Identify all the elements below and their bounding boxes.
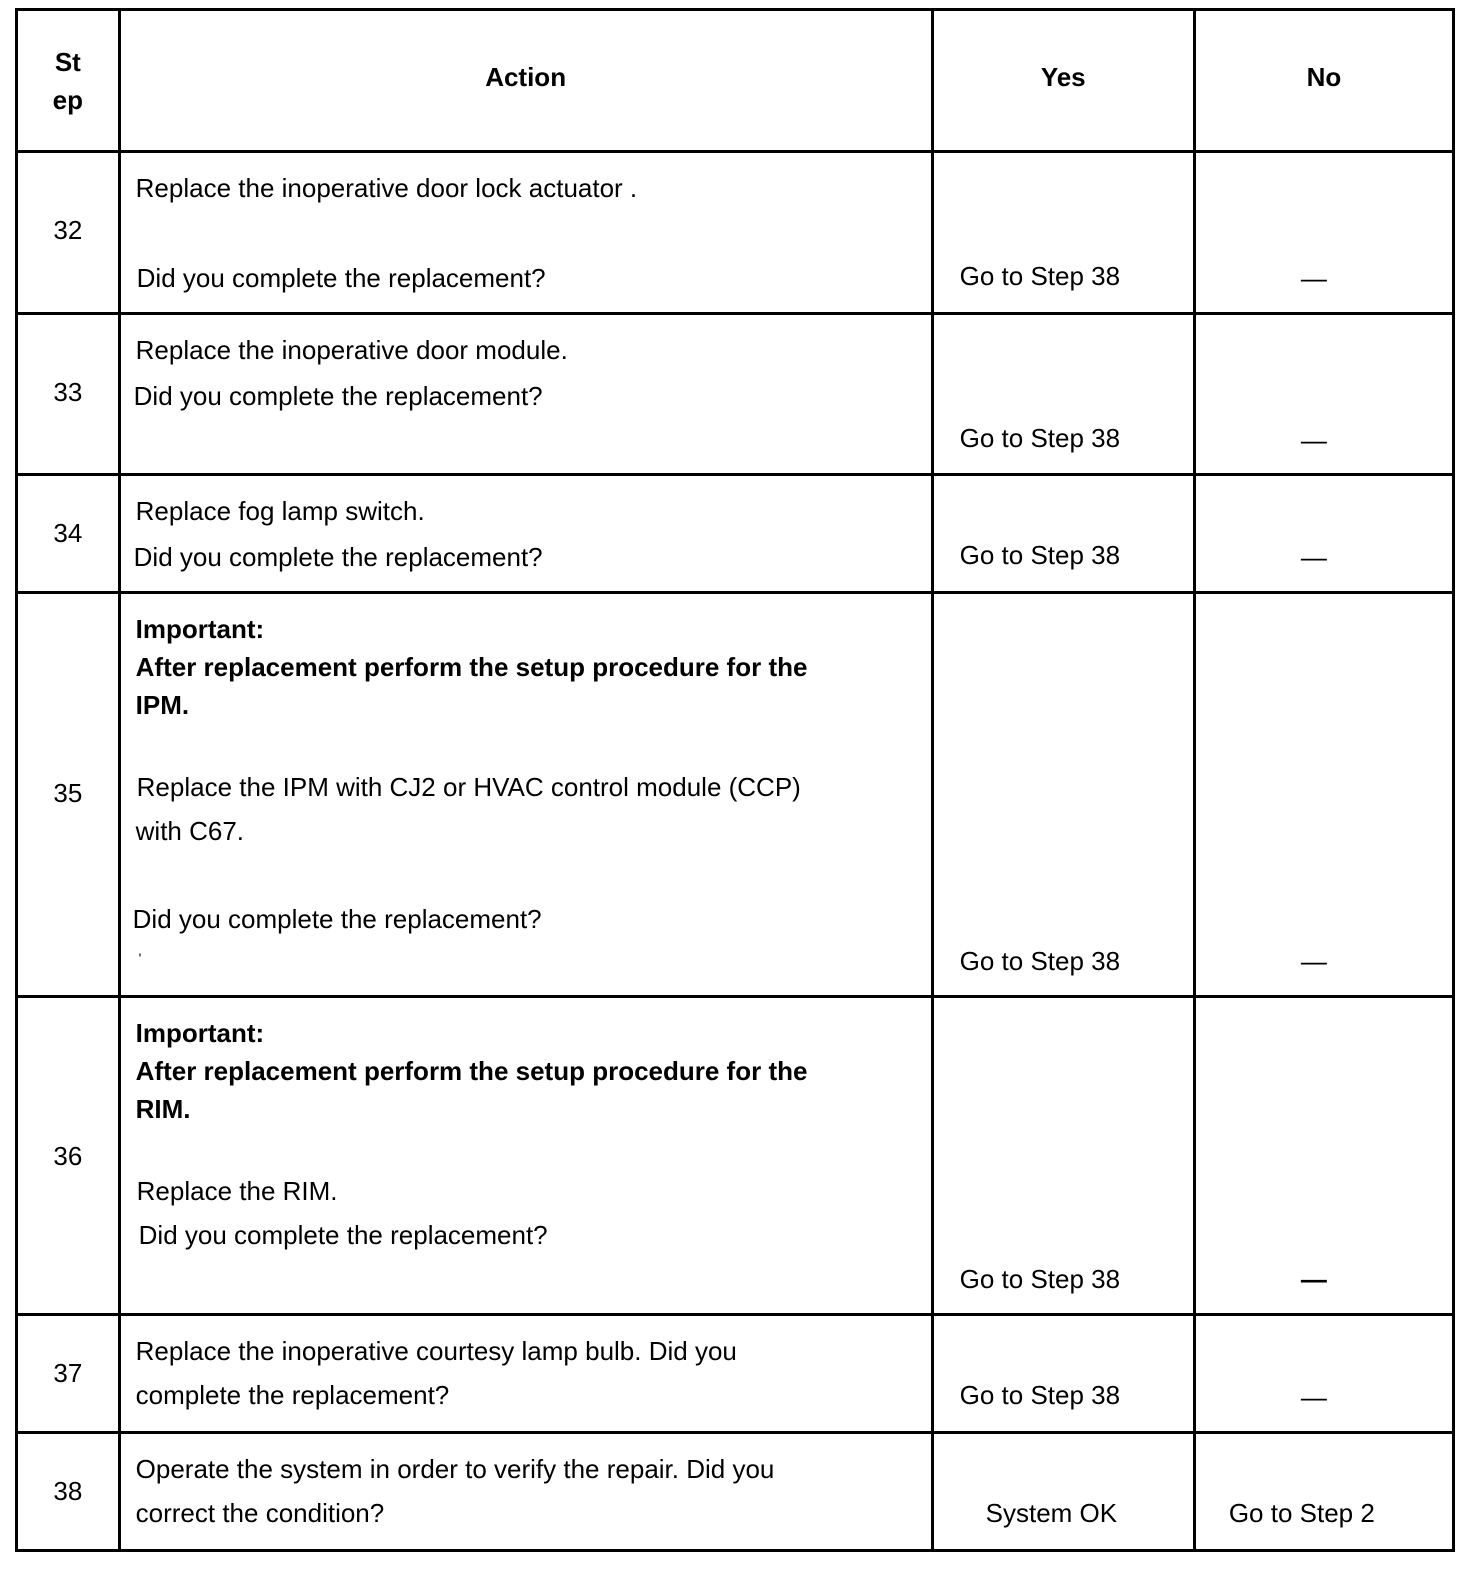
action-line: Replace fog lamp switch.	[135, 496, 425, 526]
step-number: 38	[53, 1476, 83, 1506]
step-cell	[17, 997, 120, 1315]
header-step	[17, 10, 120, 152]
yes-result: Go to Step 38	[959, 946, 1121, 976]
action-cell	[119, 475, 932, 593]
action-cell	[119, 314, 932, 475]
no-result: —	[1300, 425, 1327, 455]
action-cell	[119, 152, 932, 314]
no-cell	[1194, 1433, 1453, 1551]
yes-cell	[932, 593, 1194, 997]
action-cell	[119, 1315, 932, 1433]
table-row	[17, 997, 1454, 1315]
diagnostic-steps-table	[15, 8, 1455, 1552]
no-result: —	[1300, 946, 1327, 976]
action-line: Did you complete the replacement?	[136, 263, 546, 293]
no-cell	[1194, 1315, 1453, 1433]
action-line: Did you complete the replacement?	[133, 542, 543, 572]
yes-result: Go to Step 38	[959, 423, 1121, 453]
step-number: 34	[53, 518, 83, 548]
table-row	[17, 593, 1454, 997]
action-line: correct the condition?	[135, 1498, 385, 1528]
no-cell	[1194, 997, 1453, 1315]
action-line: Did you complete the replacement?	[132, 904, 542, 934]
no-cell	[1194, 593, 1453, 997]
table-row	[17, 475, 1454, 593]
action-line: Replace the IPM with CJ2 or HVAC control module (CCP)	[136, 772, 801, 802]
header-step-line2: ep	[52, 84, 83, 115]
header-yes: Yes	[932, 10, 1194, 152]
important-label: Important:	[135, 1018, 265, 1048]
important-note: IPM.	[135, 690, 190, 720]
action-cell	[119, 1433, 932, 1551]
action-line: Replace the inoperative door lock actuator .	[135, 173, 638, 203]
step-number: 32	[53, 215, 83, 245]
action-line: Replace the RIM.	[136, 1176, 338, 1206]
header-no: No	[1194, 10, 1453, 152]
step-cell	[17, 152, 120, 314]
troubleshooting-table-page	[15, 8, 1455, 1552]
action-line: Did you complete the replacement?	[138, 1220, 548, 1250]
important-label: Important:	[135, 614, 265, 644]
stray-mark: '	[138, 950, 142, 966]
important-note: After replacement perform the setup procedure for the	[135, 652, 808, 682]
table-row	[17, 314, 1454, 475]
no-result: Go to Step 2	[1228, 1498, 1375, 1528]
yes-cell	[932, 152, 1194, 314]
yes-cell	[932, 475, 1194, 593]
yes-result: Go to Step 38	[959, 261, 1121, 291]
no-result: —	[1300, 1264, 1327, 1294]
action-line: with C67.	[135, 816, 245, 846]
step-cell	[17, 314, 120, 475]
table-row	[17, 1315, 1454, 1433]
yes-cell	[932, 1315, 1194, 1433]
step-number: 37	[53, 1358, 83, 1388]
step-cell	[17, 1433, 120, 1551]
important-note: RIM.	[135, 1094, 191, 1124]
header-step-line1: St	[54, 46, 81, 77]
no-cell	[1194, 475, 1453, 593]
action-line: complete the replacement?	[135, 1380, 450, 1410]
action-line: Did you complete the replacement?	[133, 381, 543, 411]
no-cell	[1194, 152, 1453, 314]
action-line: Replace the inoperative door module.	[135, 335, 568, 365]
no-result: —	[1300, 263, 1327, 293]
step-number: 33	[53, 377, 83, 407]
important-note: After replacement perform the setup procedure for the	[135, 1056, 808, 1086]
step-number: 35	[53, 778, 83, 808]
yes-cell	[932, 997, 1194, 1315]
no-result: —	[1300, 1382, 1327, 1412]
step-cell	[17, 1315, 120, 1433]
header-action: Action	[119, 10, 932, 152]
table-row	[17, 1433, 1454, 1551]
step-cell	[17, 475, 120, 593]
yes-cell	[932, 1433, 1194, 1551]
yes-result: System OK	[985, 1498, 1118, 1528]
yes-cell	[932, 314, 1194, 475]
yes-result: Go to Step 38	[959, 1380, 1121, 1410]
no-result: —	[1300, 542, 1327, 572]
yes-result: Go to Step 38	[959, 540, 1121, 570]
header-row	[17, 10, 1454, 152]
action-line: Operate the system in order to verify the repair. Did you	[135, 1454, 775, 1484]
yes-result: Go to Step 38	[959, 1264, 1121, 1294]
no-cell	[1194, 314, 1453, 475]
action-cell	[119, 593, 932, 997]
step-number: 36	[53, 1141, 83, 1171]
table-row	[17, 152, 1454, 314]
step-cell	[17, 593, 120, 997]
action-cell	[119, 997, 932, 1315]
action-line: Replace the inoperative courtesy lamp bulb. Did you	[135, 1336, 737, 1366]
